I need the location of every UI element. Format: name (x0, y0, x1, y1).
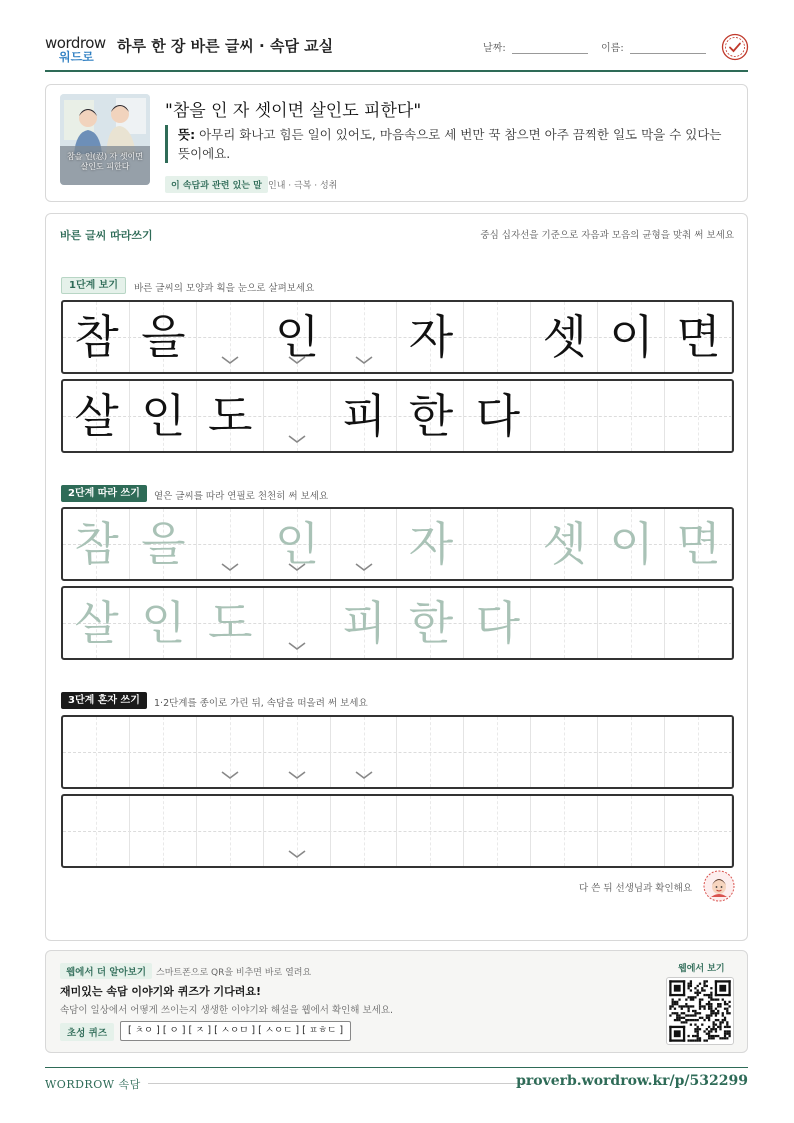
grid-cell (665, 796, 732, 866)
grid-cell (531, 717, 598, 787)
web-headline: 재미있는 속담 이야기와 퀴즈가 기다려요! (60, 985, 261, 998)
grid-cell (63, 717, 130, 787)
space-mark-icon (220, 770, 240, 780)
grid-cell-guide (631, 796, 632, 866)
grid-char: 피 (341, 596, 387, 650)
grid-cell (598, 717, 665, 787)
grid-cell (331, 796, 398, 866)
practice-section (45, 213, 748, 941)
grid-char: 한 (408, 596, 454, 650)
grid-cell-guide (430, 717, 431, 787)
space-mark-icon (354, 770, 374, 780)
grid-cell-guide (230, 796, 231, 866)
practice-hint: 중심 십자선을 기준으로 자음과 모음의 균형을 맞춰 써 보세요 (480, 230, 734, 241)
check-stamp-icon (721, 33, 749, 61)
step2-desc: 옅은 글씨를 따라 연필로 천천히 써 보세요 (154, 491, 329, 502)
grid-char: 을 (141, 310, 186, 364)
step3-badge: 3단계 혼자 쓰기 (61, 692, 147, 709)
grid-cell-guide (163, 796, 164, 866)
grid-char: 이 (609, 517, 654, 571)
space-mark-icon (287, 849, 307, 859)
grid-char: 다 (475, 596, 521, 650)
grid-char: 셋 (542, 517, 587, 571)
grid-cell-guide (497, 796, 498, 866)
step1-row-1 (61, 300, 734, 374)
grid-char: 도 (208, 389, 253, 443)
step2-row-1[interactable] (61, 507, 734, 581)
grid-char (464, 302, 531, 372)
grid-cell (598, 796, 665, 866)
grid-char: 인 (274, 310, 320, 364)
chosung-quiz: [ ㅊㅇ ] [ ㅇ ] [ ㅈ ] [ ㅅㅇㅁ ] [ ㅅㅇㄷ ] [ ㅍㅎㄷ ] (120, 1021, 351, 1041)
logo-korean: 워드로 (59, 50, 94, 64)
illustration-caption: 참을 인(忍) 자 셋이면 살인도 피한다 (67, 152, 143, 171)
grid-char: 면 (676, 517, 721, 571)
grid-char: 셋 (542, 310, 587, 364)
grid-cell (398, 717, 465, 787)
grid-cell (531, 796, 598, 866)
related-words: 인내 · 극복 · 성취 (268, 181, 338, 191)
grid-cell-guide (564, 796, 565, 866)
grid-char (665, 381, 732, 451)
step2-badge: 2단계 따라 쓰기 (61, 485, 147, 502)
step3-desc: 1·2단계를 종이로 가린 뒤, 속담을 떠올려 써 보세요 (154, 698, 368, 709)
grid-cell-guide (497, 717, 498, 787)
space-mark-icon (287, 434, 307, 444)
grid-cell-guide (364, 796, 365, 866)
space-mark-icon (287, 641, 307, 651)
meaning-text: 아무리 화나고 힘든 일이 있어도, 마음속으로 세 번만 꾹 참으면 아주 끔찍한 일도 막을 수 있다는 뜻이에요. (178, 127, 722, 161)
date-label: 날짜: (483, 43, 506, 54)
grid-cell-guide (163, 717, 164, 787)
space-mark-icon (287, 355, 307, 365)
space-mark-icon (354, 355, 374, 365)
grid-char: 도 (208, 596, 253, 650)
grid-cell-guide (430, 796, 431, 866)
space-mark-icon (220, 355, 240, 365)
grid-char: 한 (408, 389, 454, 443)
grid-char (531, 588, 598, 658)
grid-cell (197, 796, 264, 866)
space-mark-icon (220, 562, 240, 572)
meaning-label: 뜻: (178, 127, 196, 142)
qr-code-icon (667, 978, 733, 1044)
illustration-image (60, 94, 150, 185)
grid-char (665, 588, 732, 658)
proverb-meaning (165, 125, 735, 163)
grid-char: 참 (74, 310, 119, 364)
name-field[interactable] (630, 53, 706, 54)
practice-title: 바른 글씨 따라쓰기 (60, 229, 153, 242)
grid-char: 면 (676, 310, 721, 364)
qr-code[interactable] (666, 977, 734, 1045)
footer-divider (45, 1067, 748, 1068)
related-badge: 이 속담과 관련 있는 말 (165, 176, 268, 193)
proverb-title: "참을 인 자 셋이면 살인도 피한다" (165, 101, 422, 121)
grid-char: 자 (408, 310, 454, 364)
step1-row-2 (61, 379, 734, 453)
grid-cell-guide (631, 717, 632, 787)
grid-char: 살 (74, 596, 119, 650)
grid-cell (665, 717, 732, 787)
grid-char (598, 381, 665, 451)
teacher-stamp-icon (703, 870, 735, 902)
qr-hint: 스마트폰으로 QR을 비추면 바로 열려요 (156, 968, 312, 978)
grid-cell-guide (96, 717, 97, 787)
grid-char: 살 (74, 389, 119, 443)
date-field[interactable] (512, 53, 588, 54)
web-more-box (45, 950, 748, 1053)
grid-cell (130, 717, 197, 787)
web-desc: 속담이 일상에서 어떻게 쓰이는지 생생한 이야기와 해설을 웹에서 확인해 보세요. (60, 1005, 394, 1016)
grid-cell (398, 796, 465, 866)
step1-desc: 바른 글씨의 모양과 획을 눈으로 살펴보세요 (134, 283, 315, 294)
page-title: 하루 한 장 바른 글씨 · 속담 교실 (117, 37, 334, 55)
web-view-label: 웹에서 보기 (678, 964, 725, 974)
proverb-card (45, 84, 748, 202)
step3-row-1[interactable] (61, 715, 734, 789)
grid-char: 피 (341, 389, 387, 443)
footer-brand: WORDROW 속담 (45, 1078, 141, 1091)
grid-cell (63, 796, 130, 866)
wordrow-logo (45, 34, 107, 64)
grid-char (598, 588, 665, 658)
name-label: 이름: (601, 43, 624, 54)
quiz-badge: 초성 퀴즈 (60, 1023, 114, 1041)
grid-char: 자 (408, 517, 454, 571)
step1-badge: 1단계 보기 (61, 277, 126, 294)
grid-cell-guide (96, 796, 97, 866)
proverb-illustration (60, 94, 150, 185)
grid-char: 인 (274, 517, 320, 571)
grid-cell (464, 717, 531, 787)
grid-cell-guide (698, 717, 699, 787)
grid-char (464, 509, 531, 579)
step2-row-2[interactable] (61, 586, 734, 660)
grid-cell-guide (698, 796, 699, 866)
footer-rule (148, 1083, 538, 1084)
step3-row-2[interactable] (61, 794, 734, 868)
space-mark-icon (354, 562, 374, 572)
page-header (45, 30, 748, 72)
web-more-badge: 웹에서 더 알아보기 (60, 963, 152, 979)
grid-cell-guide (564, 717, 565, 787)
space-mark-icon (287, 562, 307, 572)
space-mark-icon (287, 770, 307, 780)
grid-char: 인 (141, 596, 186, 650)
grid-cell (464, 796, 531, 866)
grid-cell (130, 796, 197, 866)
footer-url[interactable]: proverb.wordrow.kr/p/532299 (516, 1073, 748, 1089)
grid-char: 인 (141, 389, 186, 443)
grid-char: 다 (475, 389, 521, 443)
grid-char: 을 (141, 517, 186, 571)
grid-char: 이 (609, 310, 654, 364)
logo-wordmark: wordrow (45, 34, 106, 52)
grid-char: 참 (74, 517, 119, 571)
check-with-teacher-text: 다 쓴 뒤 선생님과 확인해요 (578, 883, 692, 894)
grid-char (531, 381, 598, 451)
